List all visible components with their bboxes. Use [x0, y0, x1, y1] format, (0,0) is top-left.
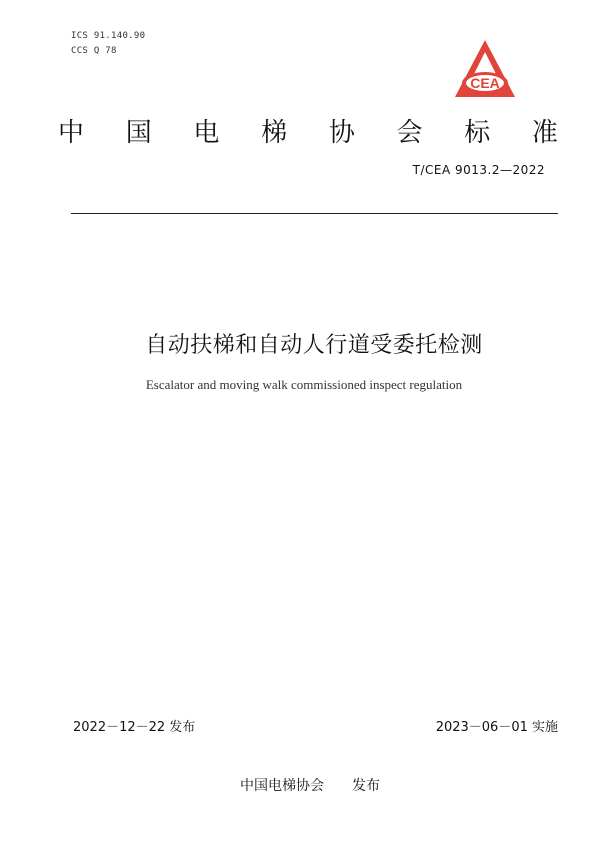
org-title-char: 电	[193, 117, 220, 148]
issue-date: 2022－12－22 发布	[73, 720, 196, 735]
ics-code: ICS 91.140.90	[71, 31, 146, 41]
org-title-char: 国	[125, 117, 152, 148]
org-title-char: 准	[531, 117, 558, 148]
classification-codes	[71, 29, 145, 59]
org-title-char: 会	[396, 117, 423, 148]
document-title-english: Escalator and moving walk commissioned inspect regulation	[145, 377, 463, 392]
publisher-name: 中国电梯协会	[240, 778, 324, 794]
org-title-char: 协	[328, 117, 355, 148]
org-title-char: 标	[464, 117, 491, 148]
logo-text: CEA	[470, 75, 500, 91]
publisher-line	[0, 775, 600, 795]
org-title-char: 中	[58, 117, 85, 148]
org-title-char: 梯	[261, 117, 288, 148]
header-divider	[71, 213, 558, 214]
document-title-chinese: 自动扶梯和自动人行道受委托检测	[145, 333, 483, 358]
publisher-action: 发布	[352, 778, 380, 794]
ccs-code: CCS Q 78	[71, 46, 117, 56]
cea-triangle-logo-icon	[452, 38, 518, 100]
implementation-date: 2023－06－01 实施	[435, 720, 558, 735]
standard-number: T/CEA 9013.2—2022	[412, 163, 545, 177]
organization-standard-title	[58, 112, 558, 148]
